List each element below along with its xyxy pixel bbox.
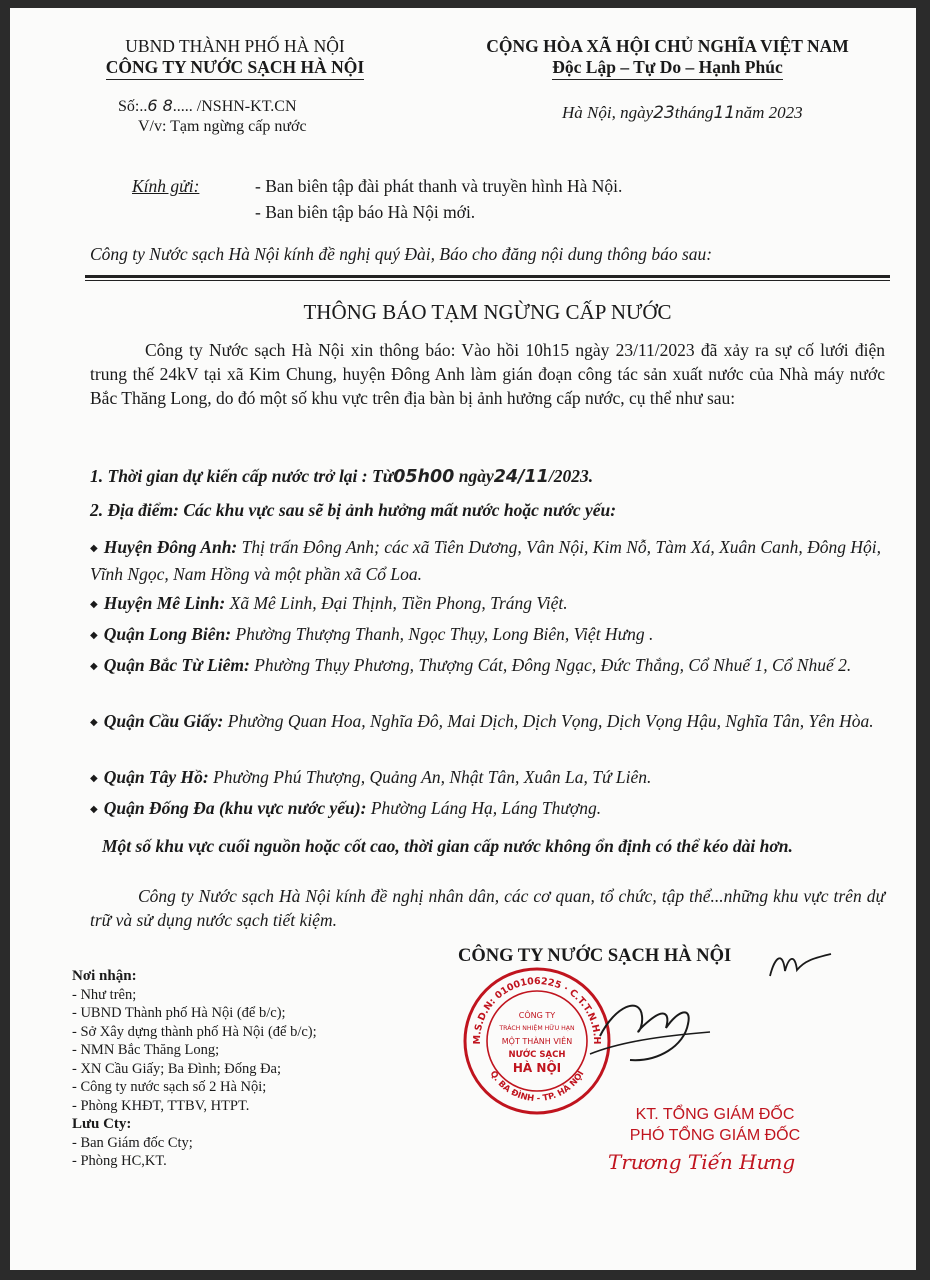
svg-text:MỘT THÀNH VIÊN: MỘT THÀNH VIÊN [501,1037,573,1046]
handwritten-date: 24/11 [493,467,549,487]
intro-text: Công ty Nước sạch Hà Nội kính đề nghị quý Đài, Báo cho đăng nội dung thông báo sau: [90,244,713,264]
company-name: CÔNG TY NƯỚC SẠCH HÀ NỘI [106,57,364,80]
divider [85,280,890,281]
area-item: ◆ Quận Cầu Giấy: Phường Quan Hoa, Nghĩa Đô, Mai Dịch, Dịch Vọng, Dịch Vọng Hậu, Nghĩa Tân, Yên Hòa. [90,711,874,731]
reference-number: Số:..6 8..... /NSHN-KT.CN [118,96,297,115]
list-item: - Công ty nước sạch số 2 Hà Nội; [72,1079,267,1095]
bullet-icon: ◆ [90,773,98,784]
list-item: - XN Cầu Giấy; Ba Đình; Đống Đa; [72,1060,282,1077]
handwritten-month: 11 [713,103,736,123]
bullet-icon: ◆ [90,804,98,815]
svg-text:CÔNG TY: CÔNG TY [518,1011,556,1020]
list-item: - Phòng KHĐT, TTBV, HTPT. [72,1097,250,1114]
area-item: ◆ Huyện Đông Anh: Thị trấn Đông Anh; các xã Tiên Dương, Vân Nội, Kim Nỗ, Tàm Xá, Xuân Canh, Đông Hội, Vĩnh Ngọc, Nam Hồng và một phần xã Cổ Loa. [90,537,881,584]
bullet-icon: ◆ [90,717,98,728]
nation-block [430,36,905,80]
signer-title: KT. TỔNG GIÁM ĐỐC PHÓ TỔNG GIÁM ĐỐC [629,1106,801,1144]
list-item: - NMN Bắc Thăng Long; [72,1042,220,1058]
handwritten-number: 6 8 [147,96,173,115]
recipients-label: Kính gửi: [132,176,200,196]
signer-name: Trương Tiến Hưng [608,1150,796,1174]
closing-request: Công ty Nước sạch Hà Nội kính đề nghị nhân dân, các cơ quan, tổ chức, tập thể...những khu vực trên dự trữ và sử dụng nước sạch tiết kiệm. [90,886,885,930]
svg-text:HÀ NỘI: HÀ NỘI [512,1061,562,1075]
distribution-list [72,967,317,1171]
svg-text:TRÁCH NHIỆM HỮU HẠN: TRÁCH NHIỆM HỮU HẠN [499,1025,575,1032]
issuer-block [50,36,420,80]
bullet-icon: ◆ [90,630,98,641]
list-item: - Phòng HC,KT. [72,1153,167,1169]
archive-label: Lưu Cty: [72,1116,132,1132]
bullet-icon: ◆ [90,661,98,672]
list-item: - Ban Giám đốc Cty; [72,1134,193,1151]
area-item: ◆ Quận Long Biên: Phường Thượng Thanh, Ngọc Thụy, Long Biên, Việt Hưng . [90,624,654,644]
issue-date: Hà Nội, ngày23tháng11năm 2023 [562,103,803,123]
notice-title: THÔNG BÁO TẠM NGỪNG CẤP NƯỚC [303,300,672,324]
nation-name: CỘNG HÒA XÃ HỘI CHỦ NGHĨA VIỆT NAM [486,36,849,56]
recipient-line: - Ban biên tập báo Hà Nội mới. [255,202,476,222]
seal-ring-text: M.S.D.N: 0100106225 · C.T.T.N.H.H [471,975,603,1045]
area-item: ◆ Quận Đống Đa (khu vực nước yếu): Phường Láng Hạ, Láng Thượng. [90,798,602,818]
bullet-icon: ◆ [90,543,98,554]
divider [85,275,890,278]
notice-body: Công ty Nước sạch Hà Nội xin thông báo: Vào hồi 10h15 ngày 23/11/2023 đã xảy ra sự cố lưới điện trung thế 24kV tại xã Kim Chung, huyện Đông Anh làm gián đoạn công tác sản xuất nước của Nhà máy nước Bắc Thăng Long, do đó một số khu vực trên địa bàn bị ảnh hưởng cấp nước, cụ thể như sau: [90,340,885,408]
document-page [10,8,916,1270]
motto: Độc Lập – Tự Do – Hạnh Phúc [552,57,782,80]
affected-places-heading: 2. Địa điểm: Các khu vực sau sẽ bị ảnh hưởng mất nước hoặc nước yếu: [90,500,617,520]
initials-mark [765,946,835,986]
authority-name: UBND THÀNH PHỐ HÀ NỘI [125,36,345,56]
area-item: ◆ Huyện Mê Linh: Xã Mê Linh, Đại Thịnh, Tiền Phong, Tráng Việt. [90,593,568,613]
svg-text:NƯỚC SẠCH: NƯỚC SẠCH [508,1050,566,1060]
distribution-label: Nơi nhận: [72,968,137,984]
handwritten-day: 23 [653,103,675,123]
area-item: ◆ Quận Bắc Từ Liêm: Phường Thụy Phương, Thượng Cát, Đông Ngạc, Đức Thắng, Cổ Nhuế 1, Cổ Nhuế 2. [90,655,852,675]
resume-time: 1. Thời gian dự kiến cấp nước trở lại : Từ05h00 ngày24/11/2023. [90,466,594,487]
list-item: - Như trên; [72,986,137,1003]
list-item: - Sở Xây dựng thành phố Hà Nội (để b/c); [72,1023,317,1040]
instability-note: Một số khu vực cuối nguồn hoặc cốt cao, thời gian cấp nước không ổn định có thể kéo dài hơn. [102,836,793,856]
handwritten-signature [570,976,720,1066]
recipient-line: - Ban biên tập đài phát thanh và truyền hình Hà Nội. [255,176,623,196]
list-item: - UBND Thành phố Hà Nội (để b/c); [72,1005,286,1021]
subject-line: V/v: Tạm ngừng cấp nước [138,118,307,135]
bullet-icon: ◆ [90,599,98,610]
seal-bottom-text: Q. BA ĐÌNH - TP. HÀ NỘI [487,1069,587,1105]
signing-organization: CÔNG TY NƯỚC SẠCH HÀ NỘI [458,946,732,966]
area-item: ◆ Quận Tây Hồ: Phường Phú Thượng, Quảng An, Nhật Tân, Xuân La, Tứ Liên. [90,767,652,787]
